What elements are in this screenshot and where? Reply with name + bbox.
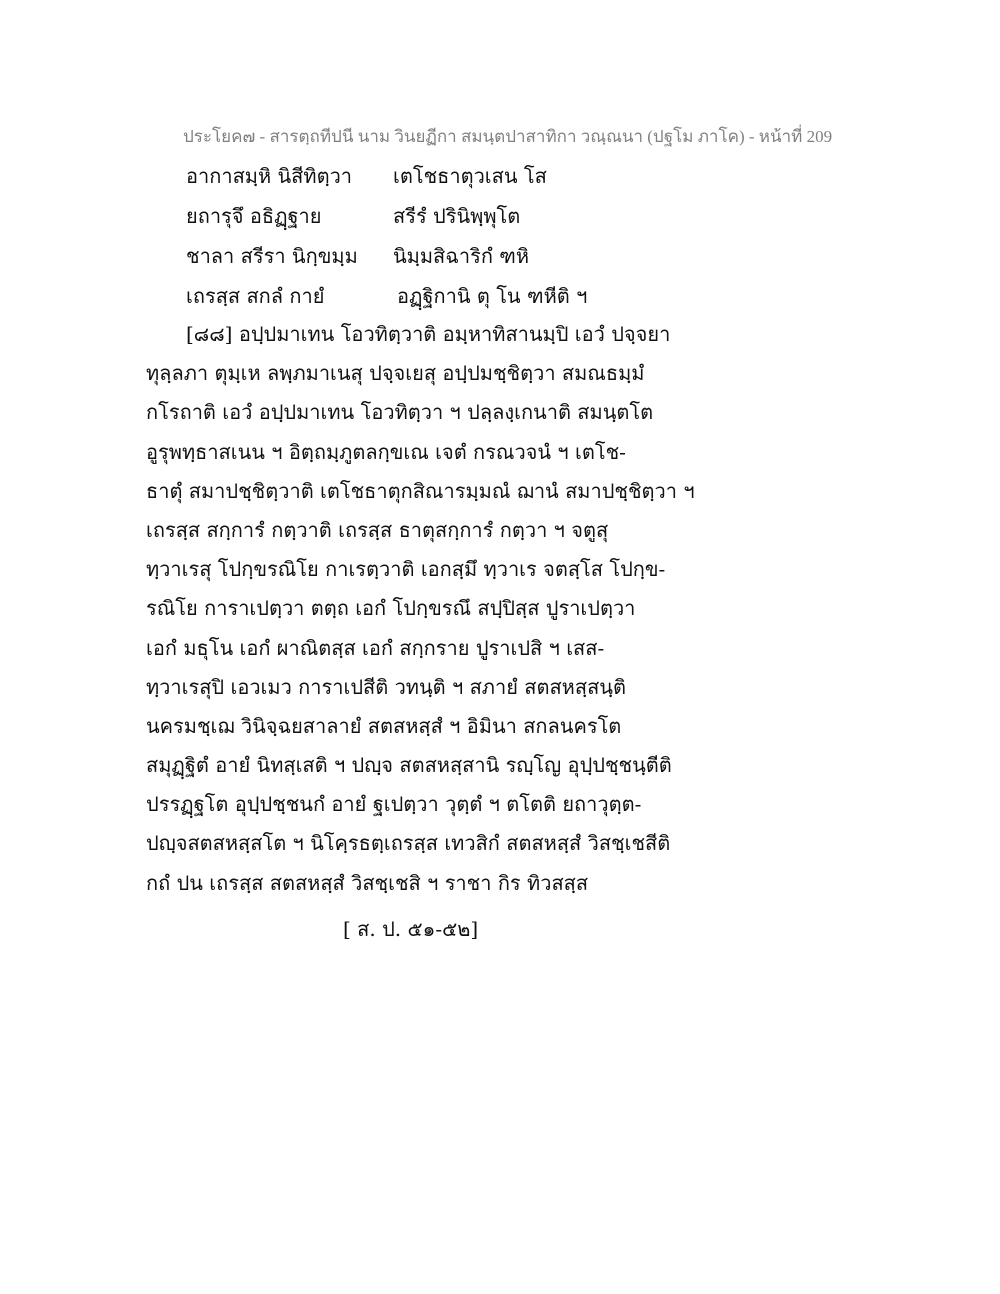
verse-line-first-half: อากาสมฺหิ นิสีทิตฺวา [186, 164, 353, 188]
verse-line-first-half: เถรสฺส สกลํ กายํ [186, 284, 325, 308]
source-reference: [ ส. ป. ๕๑-๕๒] [343, 917, 479, 941]
commentary-paragraph [146, 318, 695, 906]
verse-line-second-half: เตโชธาตุวเสน โส [393, 164, 547, 188]
verse-line [186, 240, 786, 280]
paragraph-line: อูรุพทฺธาสเนน ฯ อิตฺถมฺภูตลกฺขเณ เจตํ กรณวจนํ ฯ เตโช- [146, 439, 626, 464]
paragraph-line: กถํ ปน เถรสฺส สตสหสฺสํ วิสชฺเชสิ ฯ ราชา กิร ทิวสสฺส [146, 870, 589, 895]
paragraph-line: ทฺวาเรสุปิ เอวเมว การาเปสีติ วทนฺติ ฯ สภายํ สตสหสฺสนฺติ [146, 674, 626, 699]
verse-line-second-half: สรีรํ ปรินิพฺพุโต [393, 204, 521, 228]
paragraph-line: นครมชฺเฌ วินิจฺฉยสาลายํ สตสหสฺสํ ฯ อิมินา สกลนครโต [146, 713, 622, 738]
paragraph-line: เถรสฺส สกฺการํ กตฺวาติ เถรสฺส ธาตุสกฺการํ กตฺวา ฯ จตูสุ [146, 517, 609, 542]
paragraph-line: [๘๘] อปฺปมาเทน โอวทิตฺวาติ อมฺหาทิสานมฺปิ เอวํ ปจฺจยา [186, 322, 671, 346]
verse-line-second-half: อฏฺฐิกานิ ตุ โน ฑหีติ ฯ [397, 284, 588, 308]
paragraph-line: กโรถาติ เอวํ อปฺปมาเทน โอวทิตฺวา ฯ ปลฺลงฺเกนาติ สมนฺตโต [146, 400, 654, 425]
verse-line-first-half: ชาลา สรีรา นิกฺขมฺม [186, 244, 358, 268]
verse-line [186, 160, 786, 200]
verse-block [186, 160, 786, 320]
paragraph-line: ปญฺจสตสหสฺสโต ฯ นิโคฺรธตฺเถรสฺส เทวสิกํ สตสหสฺสํ วิสชฺเชสีติ [146, 831, 671, 856]
paragraph-line: ทุลฺลภา ตุมฺเห ลพฺภมาเนสุ ปจฺจเยสุ อปฺปมชฺชิตฺวา สมณธมฺมํ [146, 361, 645, 386]
paragraph-line: รณิโย การาเปตฺวา ตตฺถ เอกํ โปกฺขรณึ สปฺปิสฺส ปูราเปตฺวา [146, 596, 636, 621]
paragraph-line: เอกํ มธุโน เอกํ ผาณิตสฺส เอกํ สกฺกราย ปูราเปสิ ฯ เสส- [146, 635, 605, 660]
verse-line-second-half: นิมฺมสิฉาริกํ ฑหิ [393, 244, 530, 268]
verse-line [186, 280, 786, 320]
paragraph-line: ทฺวาเรสุ โปกฺขรณิโย กาเรตฺวาติ เอกสฺมึ ทฺวาเร จตสฺโส โปกฺข- [146, 557, 666, 582]
paragraph-line: ปรรฏฺฐโต อุปฺปชฺชนกํ อายํ ฐเปตฺวา วุตฺตํ ฯ ตโตติ ยถาวุตฺต- [146, 792, 642, 817]
paragraph-line: ธาตุํ สมาปชฺชิตฺวาติ เตโชธาตุกสิณารมฺมณํ ฌานํ สมาปชฺชิตฺวา ฯ [146, 478, 695, 503]
verse-line-first-half: ยถารุจึ อธิฏฺฐาย [186, 204, 322, 228]
page-header: ประโยค๗ - สารตฺถทีปนี นาม วินยฏีกา สมนฺตปาสาทิกา วณฺณนา (ปฐโม ภาโค) - หน้าที่ 209 [183, 127, 833, 146]
verse-line [186, 200, 786, 240]
paragraph-line: สมุฏฺฐิตํ อายํ นิทสฺเสติ ฯ ปญฺจ สตสหสฺสานิ รญฺโญ อุปฺปชฺชนฺตีติ [146, 753, 672, 778]
